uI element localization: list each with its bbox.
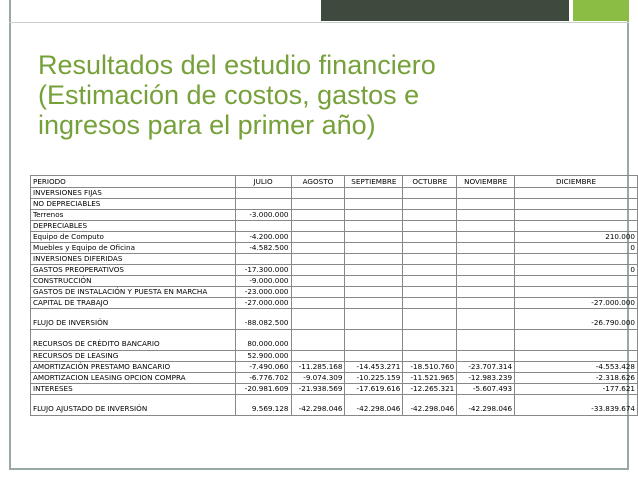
table-row bbox=[31, 243, 638, 254]
value-cell bbox=[403, 276, 457, 287]
table-row bbox=[31, 276, 638, 287]
value-cell: -27.000.000 bbox=[235, 298, 291, 309]
value-cell bbox=[515, 276, 638, 287]
title-line-2: (Estimación de costos, gastos e bbox=[38, 80, 420, 110]
value-cell bbox=[345, 330, 403, 351]
value-cell: 0 bbox=[515, 265, 638, 276]
value-cell: -177.621 bbox=[515, 384, 638, 395]
value-cell bbox=[345, 221, 403, 232]
value-cell bbox=[515, 287, 638, 298]
table-row bbox=[31, 232, 638, 243]
value-cell bbox=[403, 210, 457, 221]
value-cell bbox=[345, 188, 403, 199]
value-cell: -27.000.000 bbox=[515, 298, 638, 309]
value-cell bbox=[515, 351, 638, 362]
table-row bbox=[31, 254, 638, 265]
value-cell: -12.265.321 bbox=[403, 384, 457, 395]
value-cell bbox=[403, 351, 457, 362]
value-cell bbox=[515, 254, 638, 265]
value-cell bbox=[291, 221, 345, 232]
row-label-cell: FLUJO AJUSTADO DE INVERSIÓN bbox=[31, 395, 236, 416]
row-label-cell: RECURSOS DE CRÉDITO BANCARIO bbox=[31, 330, 236, 351]
table-header-cell: AGOSTO bbox=[291, 176, 345, 188]
row-label-cell: Muebles y Equipo de Oficina bbox=[31, 243, 236, 254]
header-bar-dark bbox=[321, 0, 569, 21]
value-cell bbox=[457, 243, 515, 254]
value-cell: -42.298.046 bbox=[291, 395, 345, 416]
value-cell bbox=[345, 276, 403, 287]
value-cell bbox=[457, 309, 515, 330]
value-cell bbox=[345, 254, 403, 265]
table-header-cell: JULIO bbox=[235, 176, 291, 188]
table-row bbox=[31, 221, 638, 232]
value-cell bbox=[515, 221, 638, 232]
value-cell bbox=[345, 298, 403, 309]
value-cell bbox=[345, 199, 403, 210]
row-label-cell: DEPRECIABLES bbox=[31, 221, 236, 232]
table-header-cell: DICIEMBRE bbox=[515, 176, 638, 188]
value-cell: -4.582.500 bbox=[235, 243, 291, 254]
table-row bbox=[31, 362, 638, 373]
row-label-cell: CONSTRUCCIÓN bbox=[31, 276, 236, 287]
value-cell: -33.839.674 bbox=[515, 395, 638, 416]
value-cell bbox=[457, 221, 515, 232]
table-row bbox=[31, 298, 638, 309]
value-cell bbox=[291, 254, 345, 265]
row-label-cell: FLUJO DE INVERSIÓN bbox=[31, 309, 236, 330]
value-cell bbox=[457, 351, 515, 362]
value-cell bbox=[235, 254, 291, 265]
value-cell bbox=[291, 243, 345, 254]
value-cell bbox=[515, 188, 638, 199]
value-cell bbox=[403, 243, 457, 254]
value-cell: -4.200.000 bbox=[235, 232, 291, 243]
value-cell bbox=[403, 188, 457, 199]
value-cell bbox=[403, 265, 457, 276]
value-cell: -11.521.965 bbox=[403, 373, 457, 384]
value-cell: 0 bbox=[515, 243, 638, 254]
value-cell bbox=[291, 210, 345, 221]
value-cell bbox=[457, 232, 515, 243]
value-cell: -9.074.309 bbox=[291, 373, 345, 384]
value-cell bbox=[235, 221, 291, 232]
value-cell bbox=[457, 276, 515, 287]
table-row bbox=[31, 384, 638, 395]
value-cell: -42.298.046 bbox=[345, 395, 403, 416]
row-label-cell: Terrenos bbox=[31, 210, 236, 221]
header-rule bbox=[9, 22, 629, 23]
value-cell bbox=[403, 254, 457, 265]
value-cell bbox=[403, 221, 457, 232]
table-row bbox=[31, 210, 638, 221]
value-cell: -6.776.702 bbox=[235, 373, 291, 384]
table-header-cell: PERIODO bbox=[31, 176, 236, 188]
value-cell bbox=[345, 265, 403, 276]
value-cell: -42.298.046 bbox=[403, 395, 457, 416]
row-label-cell: AMORTIZACION LEASING OPCION COMPRA bbox=[31, 373, 236, 384]
row-label-cell: INTERESES bbox=[31, 384, 236, 395]
value-cell: -88.082.500 bbox=[235, 309, 291, 330]
value-cell bbox=[345, 210, 403, 221]
value-cell bbox=[457, 265, 515, 276]
table-header-cell: NOVIEMBRE bbox=[457, 176, 515, 188]
table-row bbox=[31, 351, 638, 362]
header-bar-green bbox=[573, 0, 629, 21]
row-label-cell: AMORTIZACIÓN PRESTAMO BANCARIO bbox=[31, 362, 236, 373]
value-cell: -9.000.000 bbox=[235, 276, 291, 287]
value-cell bbox=[345, 351, 403, 362]
value-cell: -11.285.168 bbox=[291, 362, 345, 373]
row-label-cell: GASTOS PREOPERATIVOS bbox=[31, 265, 236, 276]
table-header-row bbox=[31, 176, 638, 188]
value-cell: 210.000 bbox=[515, 232, 638, 243]
value-cell bbox=[345, 243, 403, 254]
value-cell: -5.607.493 bbox=[457, 384, 515, 395]
value-cell bbox=[291, 265, 345, 276]
row-label-cell: INVERSIONES FIJAS bbox=[31, 188, 236, 199]
value-cell: -4.553.428 bbox=[515, 362, 638, 373]
table-header-cell: SEPTIEMBRE bbox=[345, 176, 403, 188]
row-label-cell: CAPITAL DE TRABAJO bbox=[31, 298, 236, 309]
value-cell bbox=[515, 330, 638, 351]
table-row bbox=[31, 373, 638, 384]
value-cell: -10.225.159 bbox=[345, 373, 403, 384]
value-cell: -2.318.626 bbox=[515, 373, 638, 384]
table-row bbox=[31, 287, 638, 298]
value-cell: 9.569.128 bbox=[235, 395, 291, 416]
value-cell bbox=[403, 199, 457, 210]
row-label-cell: INVERSIONES DIFERIDAS bbox=[31, 254, 236, 265]
table-row bbox=[31, 265, 638, 276]
value-cell: -21.938.569 bbox=[291, 384, 345, 395]
value-cell: 52.900.000 bbox=[235, 351, 291, 362]
value-cell bbox=[403, 298, 457, 309]
value-cell bbox=[345, 287, 403, 298]
value-cell bbox=[457, 210, 515, 221]
table-row bbox=[31, 395, 638, 416]
value-cell bbox=[235, 188, 291, 199]
value-cell: -20.981.609 bbox=[235, 384, 291, 395]
value-cell: 80.000.000 bbox=[235, 330, 291, 351]
row-label-cell: RECURSOS DE LEASING bbox=[31, 351, 236, 362]
value-cell bbox=[403, 287, 457, 298]
value-cell bbox=[403, 309, 457, 330]
title-line-3: ingresos para el primer año) bbox=[38, 110, 376, 140]
value-cell bbox=[457, 199, 515, 210]
value-cell bbox=[291, 276, 345, 287]
financial-table bbox=[30, 175, 638, 416]
value-cell: -17.619.616 bbox=[345, 384, 403, 395]
value-cell bbox=[291, 199, 345, 210]
value-cell: -7.490.060 bbox=[235, 362, 291, 373]
table-row bbox=[31, 199, 638, 210]
value-cell: -42.298.046 bbox=[457, 395, 515, 416]
value-cell: -23.000.000 bbox=[235, 287, 291, 298]
table-row bbox=[31, 309, 638, 330]
value-cell bbox=[291, 232, 345, 243]
value-cell: -17.300.000 bbox=[235, 265, 291, 276]
value-cell: -26.790.000 bbox=[515, 309, 638, 330]
value-cell bbox=[291, 330, 345, 351]
value-cell bbox=[515, 199, 638, 210]
value-cell bbox=[457, 188, 515, 199]
value-cell bbox=[515, 210, 638, 221]
value-cell bbox=[345, 309, 403, 330]
value-cell bbox=[291, 351, 345, 362]
row-label-cell: Equipo de Computo bbox=[31, 232, 236, 243]
value-cell bbox=[403, 330, 457, 351]
value-cell bbox=[291, 287, 345, 298]
value-cell bbox=[457, 330, 515, 351]
value-cell bbox=[457, 298, 515, 309]
value-cell bbox=[345, 232, 403, 243]
value-cell: -14.453.271 bbox=[345, 362, 403, 373]
value-cell: -3.000.000 bbox=[235, 210, 291, 221]
value-cell bbox=[291, 309, 345, 330]
value-cell: -23.707.314 bbox=[457, 362, 515, 373]
row-label-cell: GASTOS DE INSTALACIÓN Y PUESTA EN MARCHA bbox=[31, 287, 236, 298]
value-cell bbox=[457, 254, 515, 265]
slide-title bbox=[38, 50, 598, 140]
value-cell bbox=[291, 298, 345, 309]
row-label-cell: NO DEPRECIABLES bbox=[31, 199, 236, 210]
value-cell: -18.510.760 bbox=[403, 362, 457, 373]
value-cell: -12.983.239 bbox=[457, 373, 515, 384]
title-line-1: Resultados del estudio financiero bbox=[38, 50, 436, 80]
table-header-cell: OCTUBRE bbox=[403, 176, 457, 188]
value-cell bbox=[291, 188, 345, 199]
value-cell bbox=[403, 232, 457, 243]
table-row bbox=[31, 188, 638, 199]
value-cell bbox=[457, 287, 515, 298]
value-cell bbox=[235, 199, 291, 210]
table-row bbox=[31, 330, 638, 351]
